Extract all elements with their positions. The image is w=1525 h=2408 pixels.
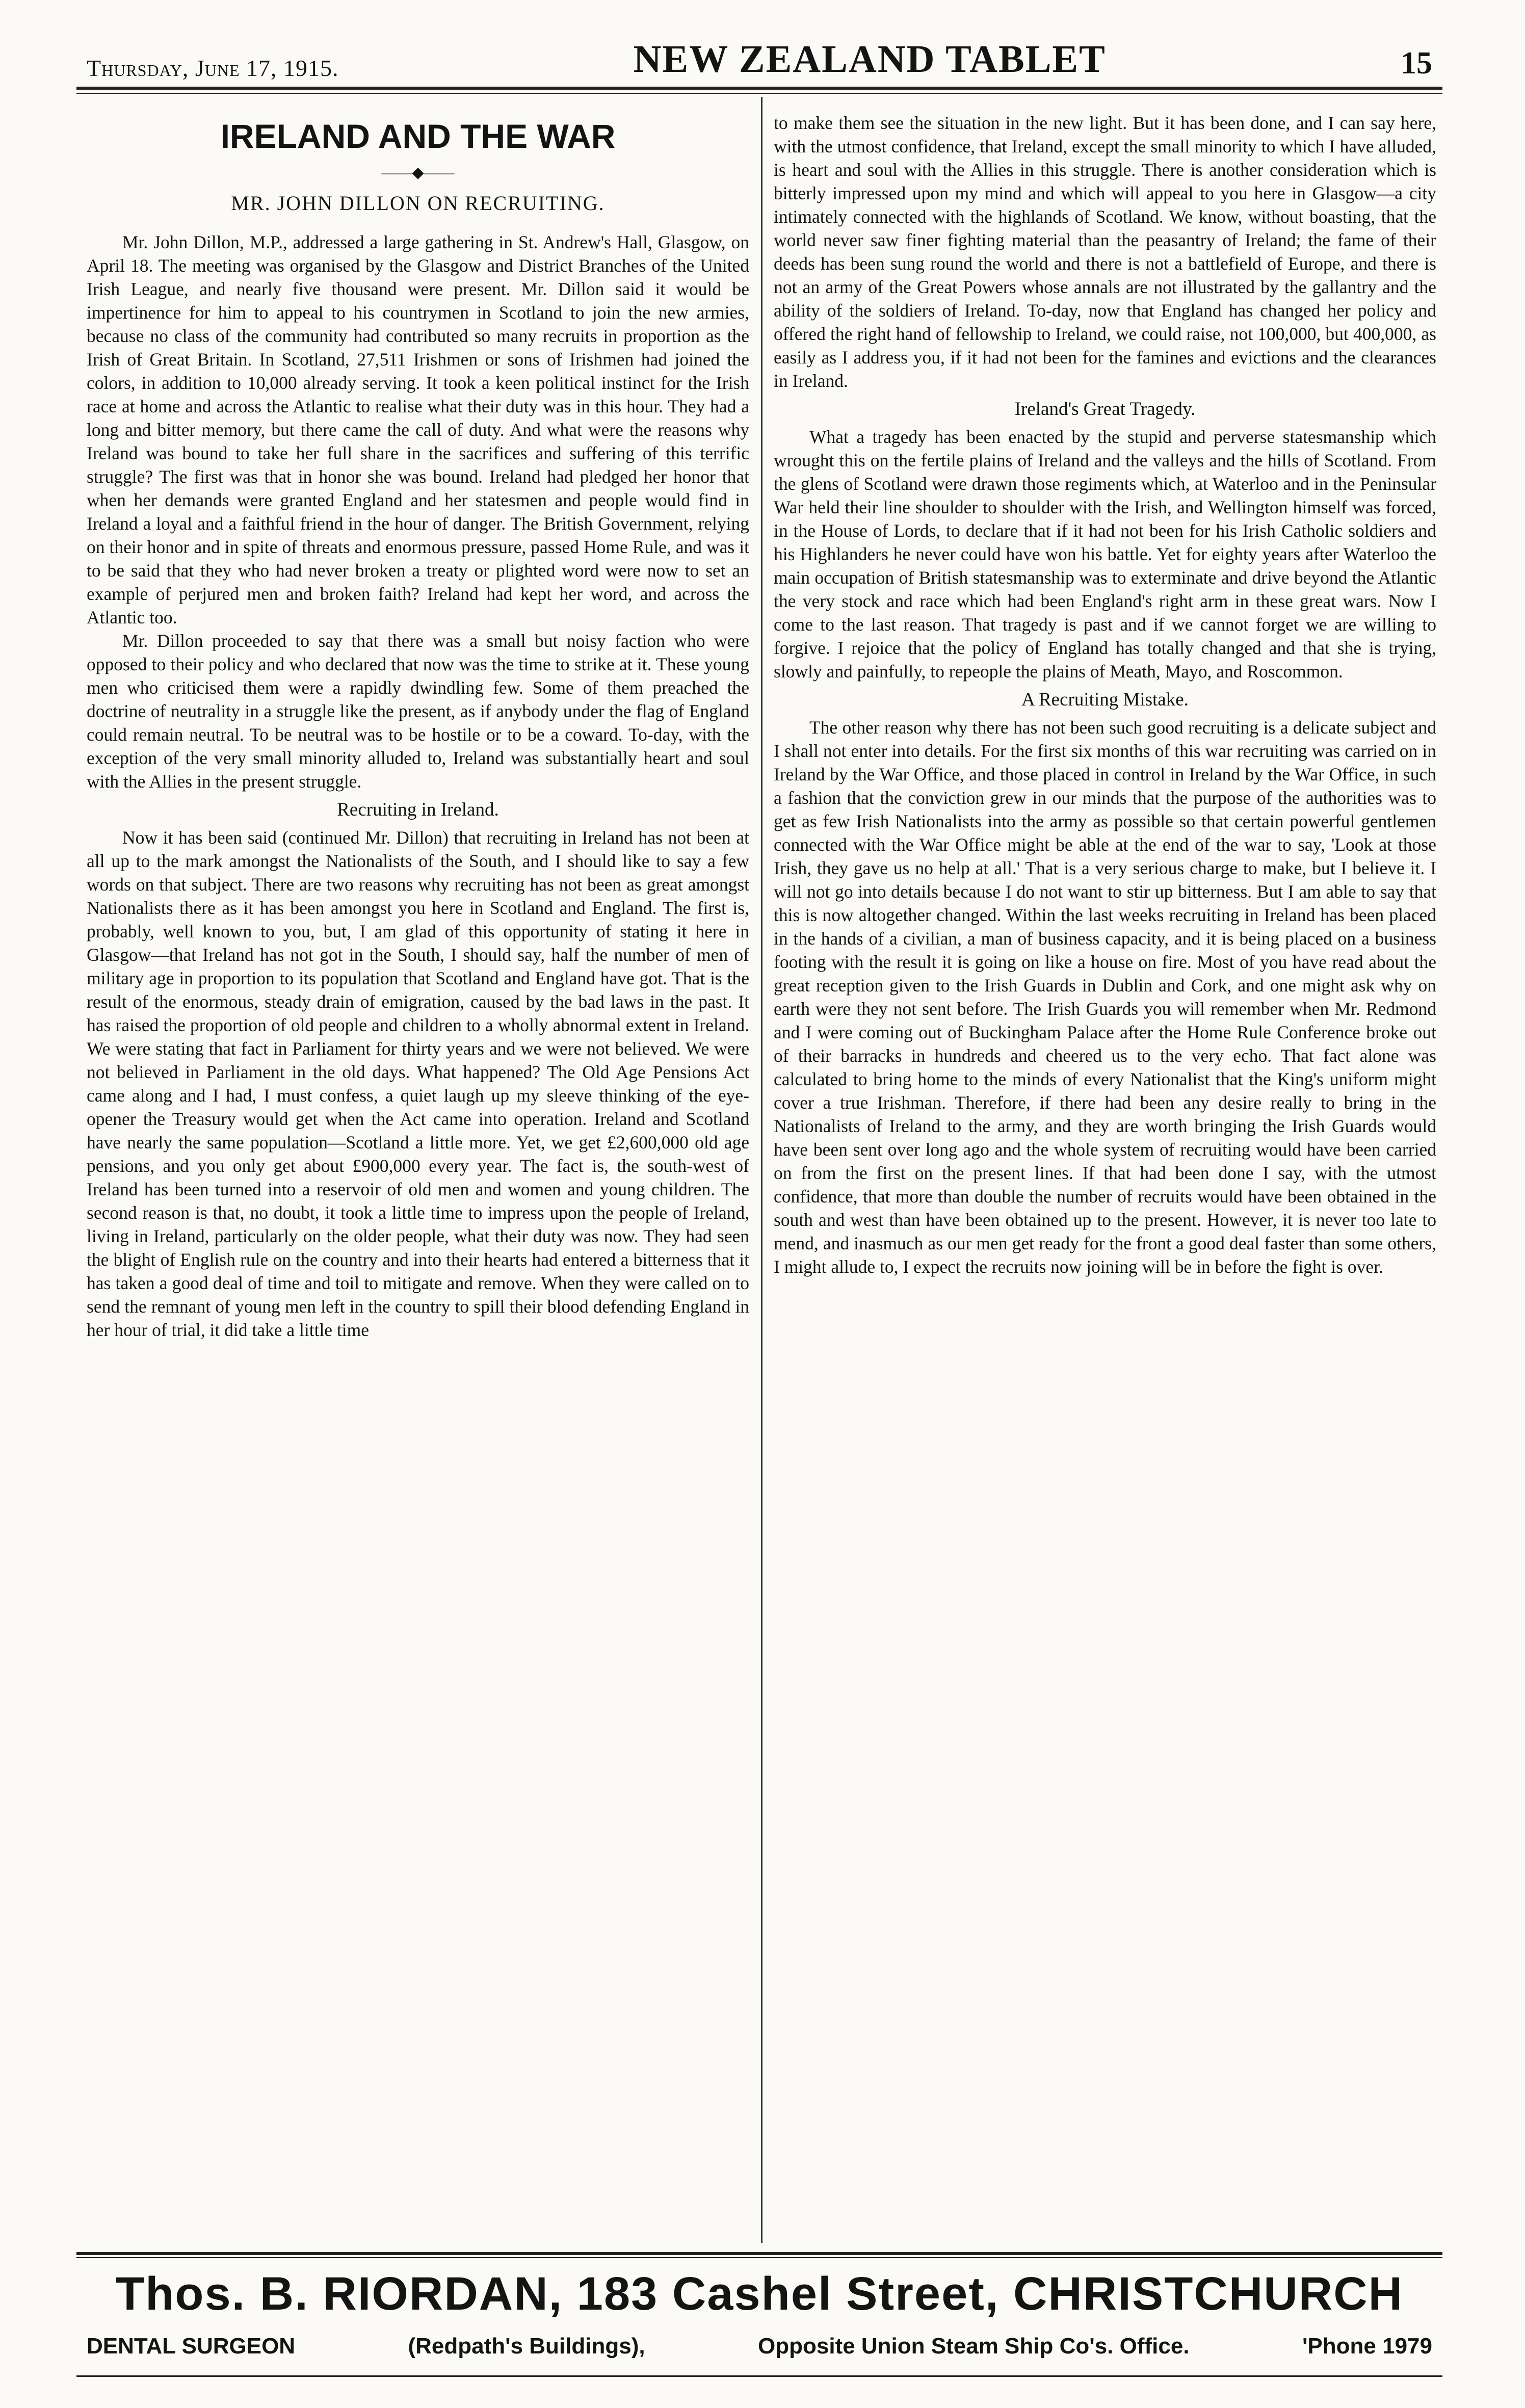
article-headline: IRELAND AND THE WAR (220, 117, 616, 155)
paragraph: Now it has been said (continued Mr. Dillon) that recruiting in Ireland has not been at all up to the mark amongst the Nationalists of the South, and I should like to say a few words on that subject. There are two reasons why recruiting has not been as great amongst Nationalists there as it has been amongst you here in Scotland and England. The first is, probably, well known to you, but, I am glad of this opportunity of stating it here in Glasgow—that Ireland has not got in the South, I should say, half the number of men of military age in proportion to its population that Scotland and England have got. That is the result of the enormous, steady drain of emigration, caused by the bad laws in the past. It has raised the proportion of old people and children to a wholly abnormal extent in Ireland. We were stating that fact in Parliament for thirty years and we were not believed. We were not believed in Parliament in the old days. What happened? The Old Age Pensions Act came along and I had, I must confess, a quiet laugh up my sleeve thinking of the eye-opener the Treasury would get when the Act came into operation. Ireland and Scotland have nearly the same population—Scotland a little more. Yet, we get £2,600,000 old age pensions, and you only get about £900,000 every year. The fact is, the south-west of Ireland has been turned into a reservoir of old men and women and young children. The second reason is that, no doubt, it took a little time to impress upon the people of Ireland, living in Ireland, particularly on the older people, what their duty was now. They had seen the blight of English rule on the country and into their hearts had entered a bitterness that it has taken a good deal of time and toil to mitigate and remove. When they were called on to send the remnant of young men left in the country to spill their blood defending England in her hour of trial, it did take a little time (87, 827, 749, 1340)
advert-phone: 'Phone 1979 (1302, 2334, 1432, 2359)
masthead (87, 31, 1432, 82)
article-column-right (774, 111, 1436, 1278)
section-heading: Recruiting in Ireland. (337, 799, 499, 820)
article-column-left (87, 111, 749, 1342)
masthead-title: NEW ZEALAND TABLET (633, 38, 1106, 81)
advert-rule-thin (76, 2257, 1442, 2258)
advert-rule (76, 2252, 1442, 2255)
advert-location: Opposite Union Steam Ship Co's. Office. (758, 2334, 1190, 2359)
section-heading: Ireland's Great Tragedy. (1014, 399, 1196, 420)
masthead-rule-thin (76, 93, 1442, 94)
advert-headline: Thos. B. RIORDAN, 183 Cashel Street, CHRISTCHURCH (115, 2268, 1404, 2320)
paragraph: The other reason why there has not been such good recruiting is a delicate subject and I shall not enter into details. For the first six months of this war recruiting was carried on in Ireland by the War Office, and those placed in control in Ireland by the War Office, in such a fashion that the conviction grew in our minds that the purpose of the authorities was to get as few Irish Nationalists into the army as possible so that certain powerful gentlemen connected with the War Office might be able at the end of the war to say, 'Look at those Irish, they gave us no help at all.' That is a very serious charge to make, but I believe it. I will not go into details because I do not want to stir up bitterness. But I am able to say that this is now altogether changed. Within the last weeks recruiting in Ireland has been placed in the hands of a civilian, a man of business capacity, and it is being placed on a business footing with the result it is going on like a house on fire. Most of you have read about the great reception given to the Irish Guards in Dublin and Cork, and one might ask why on earth were they not sent before. The Irish Guards you will remember when Mr. Redmond and I were coming out of Buckingham Palace after the Home Rule Conference broke out of their barracks in hundreds and cheered us to the very echo. That fact alone was calculated to bring home to the minds of every Nationalist that the King's uniform might cover a true Irishman. Therefore, if there had been any desire really to bring in the Nationalists of Ireland to the army, and they are worth bringing the Irish Guards would have been sent over long ago and the whole system of recruiting would have been carried on from the first on the present lines. If that had been done I say, with the utmost confidence, that more than double the number of recruits would have been obtained in the south and west than have been obtained up to the present. However, it is never too late to mend, and inasmuch as our men get ready for the front a good deal faster than some others, I might allude to, I expect the recruits now joining will be in before the fight is over. (774, 717, 1436, 1277)
advert-details (87, 2334, 1432, 2359)
paragraph: Mr. John Dillon, M.P., addressed a large gathering in St. Andrew's Hall, Glasgow, on April 18. The meeting was organised by the Glasgow and District Branches of the United Irish League, and nearly five thousand were present. Mr. Dillon said it would be impertinence for him to appeal to his countrymen in Scotland to join the new armies, because no class of the community had contributed so many recruits in proportion as the Irish of Great Britain. In Scotland, 27,511 Irishmen or sons of Irishmen had joined the colors, in addition to 10,000 already serving. It took a keen political instinct for the Irish race at home and across the Atlantic to realise what their duty was in this hour. They had a long and bitter memory, but there came the call of duty. And what were the reasons why Ireland was bound to take her full share in the sacrifices and suffering of this terrific struggle? The first was that in honor she was bound. Ireland had pledged her honor that when her demands were granted England and her statesmen and people would find in Ireland a loyal and a faithful friend in the hour of danger. The British Government, relying on their honor and in spite of threats and enormous pressure, passed Home Rule, and was it to be said that they who had never broken a treaty or plighted word were now to set an example of perjured men and broken faith? Ireland had kept her word, and across the Atlantic too. (87, 232, 749, 627)
paragraph: Mr. Dillon proceeded to say that there was a small but noisy faction who were opposed to their policy and who declared that now was the time to strike at it. These young men who criticised them were a rapidly dwindling few. Some of them preached the doctrine of neutrality in a struggle like the present, as if anybody under the flag of England could remain neutral. To be neutral was to be hostile or to be a coward. To-day, with the exception of the very small minority alluded to, Ireland was substantially heart and soul with the Allies in the present struggle. (87, 631, 749, 792)
article-subhead: MR. JOHN DILLON ON RECRUITING. (231, 192, 605, 215)
masthead-date: Thursday, June 17, 1915. (87, 55, 339, 81)
paragraph: to make them see the situation in the new light. But it has been done, and I can say here, with the utmost confidence, that Ireland, except the small minority to which I have alluded, is heart and soul with the Allies in this struggle. There is another consideration which is bitterly impressed upon my mind and which will appeal to you here in Glasgow—a city intimately connected with the highlands of Scotland. We know, without boasting, that the world never saw finer fighting material than the peasantry of Ireland; the fame of their deeds has been sung round the world and there is not a battlefield of Europe, and there is not an army of the Great Powers whose annals are not illustrated by the gallantry and the ability of the soldiers of Ireland. To-day, now that England has changed her policy and offered the right hand of fellowship to Ireland, we could raise, not 100,000, but 400,000, as easily as I address you, if it had not been for the famines and evictions and the clearances in Ireland. (774, 113, 1436, 391)
advert-building: (Redpath's Buildings), (408, 2334, 645, 2359)
advert-profession: DENTAL SURGEON (87, 2334, 296, 2359)
page-number: 15 (1400, 46, 1432, 81)
section-heading: A Recruiting Mistake. (1021, 689, 1189, 710)
column-divider (761, 97, 762, 2243)
bottom-rule (76, 2375, 1442, 2377)
masthead-rule (76, 87, 1442, 90)
headline-ornament: ——◆—— (381, 164, 455, 181)
paragraph: What a tragedy has been enacted by the stupid and perverse statesmanship which wrought this on the fertile plains of Ireland and the valleys and the hills of Scotland. From the glens of Scotland were drawn those regiments which, at Waterloo and in the Peninsular War held their line shoulder to shoulder with the Irish, and Wellington himself was forced, in the House of Lords, to declare that if it had not been for his Irish Catholic soldiers and his Highlanders he never could have won his battle. Yet for eighty years after Waterloo the main occupation of British statesmanship was to exterminate and drive beyond the Atlantic the very stock and race which had been England's right arm in these great wars. Now I come to the last reason. That tragedy is past and if we cannot forget we are willing to forgive. I rejoice that the policy of England has totally changed and that she is trying, slowly and painfully, to repeople the plains of Meath, Mayo, and Roscommon. (774, 427, 1436, 682)
